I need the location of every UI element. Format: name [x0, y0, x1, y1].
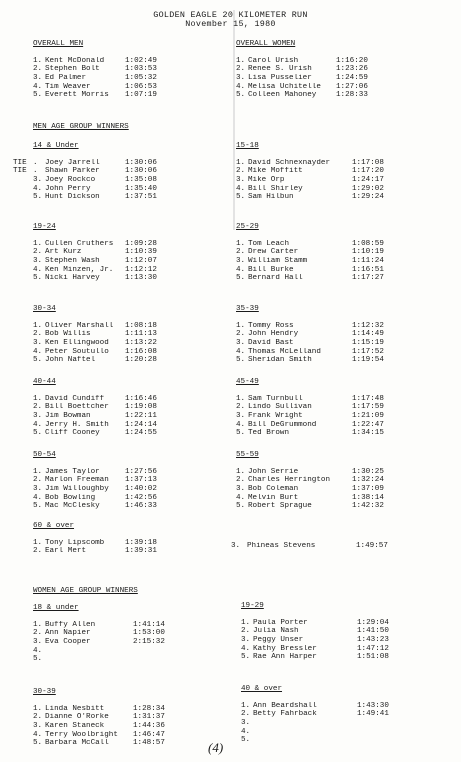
section-header: 40 & over [241, 685, 283, 693]
result-row: 1. Buffy Allen 1:41:14 [33, 620, 165, 629]
result-row: 1. Linda Nesbitt 1:28:34 [33, 704, 165, 713]
result-row: 3. Stephen Wash 1:12:07 [33, 257, 157, 266]
result-row: 2. John Hendry 1:14:49 [236, 330, 384, 339]
result-row: 4. Tim Weaver 1:06:53 [33, 82, 157, 91]
section-men-14-under [13, 142, 157, 202]
women-age-group-title: WOMEN AGE GROUP WINNERS [33, 587, 138, 595]
result-row: 5. John Naftel 1:20:28 [33, 356, 157, 365]
result-row: 1. David Schnexnayder 1:17:08 [236, 158, 384, 167]
result-row: 1. Tom Leach 1:08:59 [236, 239, 384, 248]
result-row: 5. Ted Brown 1:34:15 [236, 429, 384, 438]
result-row: 3. Ken Ellingwood 1:13:22 [33, 339, 157, 348]
result-row: 5. Everett Morris 1:07:19 [33, 91, 157, 100]
result-row: 5. Cliff Cooney 1:24:55 [33, 429, 157, 438]
section-women-40-over [241, 685, 389, 745]
result-row: 5. Nicki Harvey 1:13:30 [33, 274, 157, 283]
page-date: November 15, 1980 [185, 19, 276, 29]
result-row: 2. Earl Mert 1:39:31 [33, 547, 157, 556]
section-men-55-59 [236, 451, 384, 511]
result-row: 3. Lisa Pusselier 1:24:59 [236, 74, 368, 83]
result-row: 3. Mike Orp 1:24:17 [236, 176, 384, 185]
result-row: 1. James Taylor 1:27:56 [33, 467, 157, 476]
result-row: 5. Hunt Dickson 1:37:51 [33, 193, 157, 202]
result-row: 4. Thomas McLelland 1:17:52 [236, 347, 384, 356]
result-row: 5. Colleen Mahoney 1:28:33 [236, 91, 368, 100]
result-row: 1. Ann Beardshall 1:43:30 [241, 701, 389, 710]
result-row: 1. Tony Lipscomb 1:39:18 [33, 538, 157, 547]
section-header: 30-34 [33, 305, 56, 313]
result-row: 4. Bill Burke 1:16:51 [236, 265, 384, 274]
result-row: 5. [241, 736, 251, 745]
result-row: 1. Oliver Marshall 1:08:18 [33, 321, 157, 330]
section-women-18-under [33, 604, 165, 664]
result-row: 2. Renee S. Urish 1:23:26 [236, 65, 368, 74]
result-row: 4. Bob Bowling 1:42:56 [33, 493, 157, 502]
result-row: 3. Eva Cooper 2:15:32 [33, 638, 165, 647]
men-age-group-title: MEN AGE GROUP WINNERS [33, 123, 129, 131]
section-overall-men [33, 40, 157, 100]
section-header: 30-39 [33, 688, 56, 696]
section-men-60-over [33, 522, 157, 556]
result-row: 3. [241, 719, 251, 728]
section-header: 18 & under [33, 604, 79, 612]
section-header: 50-54 [33, 451, 56, 459]
result-row: 4. [241, 727, 251, 736]
result-row: 1. Carol Urish 1:16:20 [236, 56, 368, 65]
result-row: 4. [33, 646, 43, 655]
section-women-19-29 [241, 602, 389, 662]
section-men-50-54 [33, 451, 157, 511]
page-number: (4) [208, 740, 224, 755]
result-row: 3. Peggy Unser 1:43:23 [241, 636, 389, 645]
result-row: 5. Bernard Hall 1:17:27 [236, 274, 384, 283]
result-row: 4. Jerry H. Smith 1:24:14 [33, 420, 157, 429]
section-header: 60 & over [33, 522, 75, 530]
result-row: 2. Mike Moffitt 1:17:20 [236, 167, 384, 176]
result-row: 5. Robert Sprague 1:42:32 [236, 502, 384, 511]
result-row: 4. Bill DeGrummond 1:22:47 [236, 420, 384, 429]
section-header: 19-29 [241, 602, 264, 610]
result-row: 3. Bob Coleman 1:37:09 [236, 485, 384, 494]
result-row: 5. Sheridan Smith 1:19:54 [236, 356, 384, 365]
result-row: 3. Jim Willoughby 1:40:02 [33, 485, 157, 494]
result-row: 4. Ken Minzen, Jr. 1:12:12 [33, 265, 157, 274]
result-row: 2. Julia Nash 1:41:50 [241, 627, 389, 636]
section-men-35-39 [236, 305, 384, 365]
section-header: 25-29 [236, 223, 259, 231]
result-row: 2. Stephen Bolt 1:03:53 [33, 65, 157, 74]
section-men-25-29 [236, 223, 384, 283]
result-row: 1. John Serrie 1:30:25 [236, 467, 384, 476]
result-row: 3. Frank Wright 1:21:09 [236, 412, 384, 421]
result-row: 5. Mac McClesky 1:46:33 [33, 502, 157, 511]
scan-streak [233, 10, 235, 230]
section-men-30-34 [33, 305, 157, 365]
result-row: 5. Barbara McCall 1:48:57 [33, 739, 165, 748]
result-row: 1. Kent McDonald 1:02:49 [33, 56, 157, 65]
result-row: 1. David Cundiff 1:16:46 [33, 394, 157, 403]
result-row: 5. [33, 655, 43, 664]
result-row: 4. Melisa Uchitelle 1:27:06 [236, 82, 368, 91]
result-row: 2. Lindo Sullivan 1:17:59 [236, 403, 384, 412]
result-row: 3. Ed Palmer 1:05:32 [33, 74, 157, 83]
section-overall-women [236, 40, 368, 100]
section-header: 45-49 [236, 378, 259, 386]
result-row: 3. Joey Rockco 1:35:08 [33, 176, 157, 185]
section-header: 40-44 [33, 378, 56, 386]
section-header: 19-24 [33, 223, 56, 231]
section-header: 35-39 [236, 305, 259, 313]
result-row: 2. Betty Fahrback 1:49:41 [241, 710, 389, 719]
result-row: 2. Bob Willis 1:11:13 [33, 330, 157, 339]
section-header: 14 & Under [33, 142, 79, 150]
result-row: 1. Sam Turnbull 1:17:48 [236, 394, 384, 403]
section-men-19-24 [33, 223, 157, 283]
result-row: 2. Marlon Freeman 1:37:13 [33, 476, 157, 485]
result-row: TIE . Shawn Parker 1:30:06 [13, 167, 157, 176]
section-header: OVERALL MEN [33, 40, 84, 48]
result-row: 4. Peter Soutullo 1:16:08 [33, 347, 157, 356]
section-men-60-over-cont [231, 542, 388, 551]
section-header: OVERALL WOMEN [236, 40, 296, 48]
result-row: 1. Tommy Ross 1:12:32 [236, 321, 384, 330]
result-row: TIE . Joey Jarrell 1:30:06 [13, 158, 157, 167]
result-row: 1. Cullen Cruthers 1:09:28 [33, 239, 157, 248]
section-header: 55-59 [236, 451, 259, 459]
result-row: 2. Charles Herrington 1:32:24 [236, 476, 384, 485]
result-row: 5. Rae Ann Harper 1:51:08 [241, 653, 389, 662]
result-row: 2. Ann Napier 1:53:00 [33, 629, 165, 638]
result-row: 2. Art Kurz 1:10:39 [33, 248, 157, 257]
result-row: 5. Sam Hilbun 1:29:24 [236, 193, 384, 202]
result-row: 3. Karen Staneck 1:44:36 [33, 722, 165, 731]
result-row: 4. Melvin Burt 1:38:14 [236, 493, 384, 502]
result-row: 3. David Bast 1:15:19 [236, 339, 384, 348]
result-row: 2. Dianne O'Rorke 1:31:37 [33, 713, 165, 722]
section-header: 15-18 [236, 142, 259, 150]
result-row: 2. Drew Carter 1:10:19 [236, 248, 384, 257]
section-men-15-18 [236, 142, 384, 202]
result-row: 4. Bill Shirley 1:29:02 [236, 184, 384, 193]
result-row: 2. Bill Boettcher 1:19:08 [33, 403, 157, 412]
result-row: 4. John Perry 1:35:40 [33, 184, 157, 193]
result-row: 4. Kathy Bressler 1:47:12 [241, 644, 389, 653]
section-men-40-44 [33, 378, 157, 438]
result-row: 3. Phineas Stevens 1:49:57 [231, 542, 388, 550]
result-row: 4. Terry Woolbright 1:46:47 [33, 730, 165, 739]
result-row: 3. William Stamm 1:11:24 [236, 257, 384, 266]
page-title: GOLDEN EAGLE 20 KILOMETER RUN [153, 10, 308, 20]
result-row: 1. Paula Porter 1:29:04 [241, 618, 389, 627]
section-women-30-39 [33, 688, 165, 748]
result-row: 3. Jim Bowman 1:22:11 [33, 412, 157, 421]
section-men-45-49 [236, 378, 384, 438]
